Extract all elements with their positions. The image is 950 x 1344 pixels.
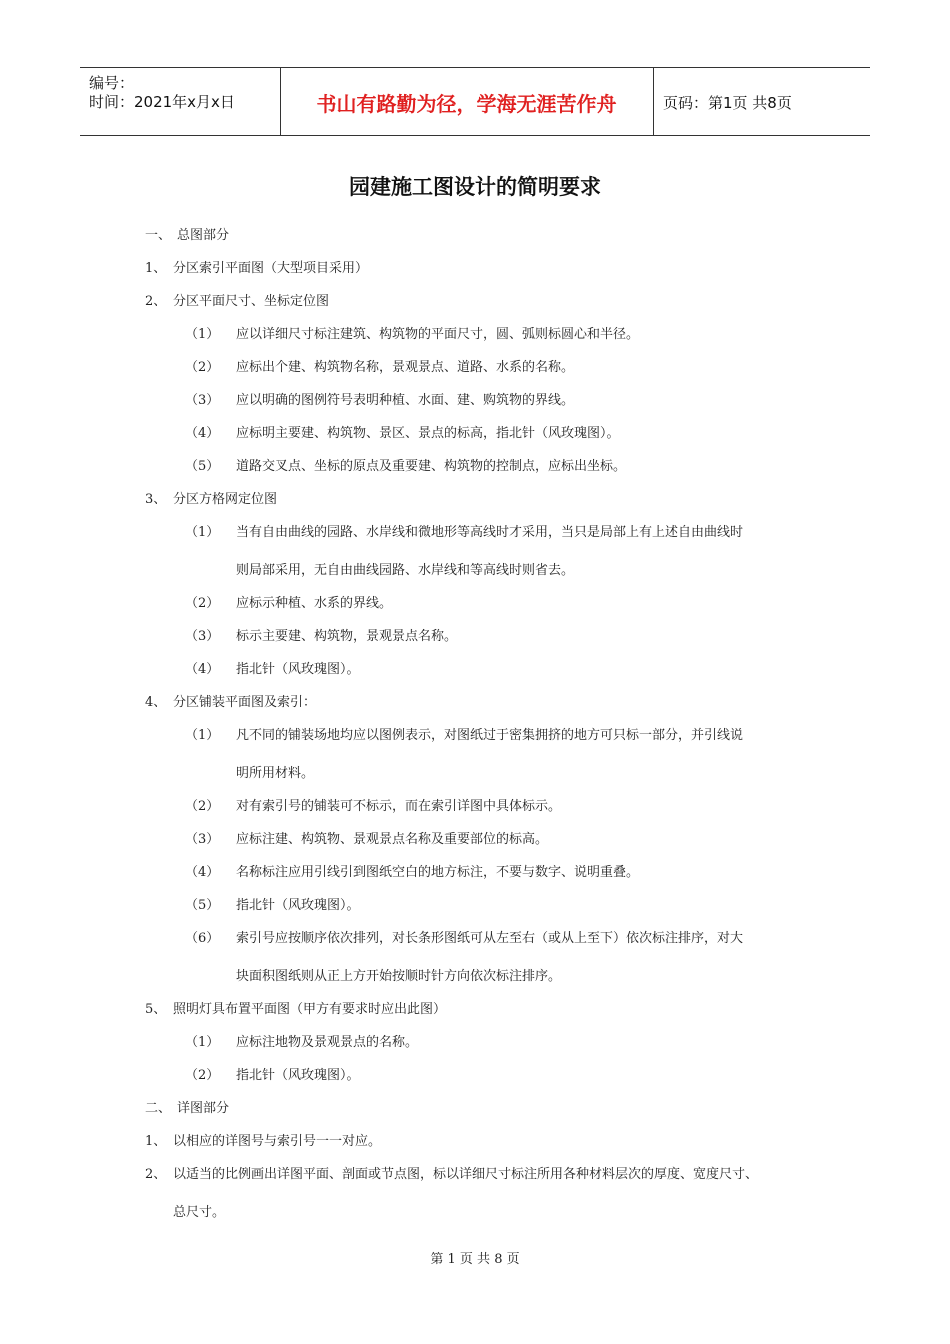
item-text: 照明灯具布置平面图（甲方有要求时应出此图）: [173, 1002, 447, 1017]
item-text: 块面积图纸则从正上方开始按顺时针方向依次标注排序。: [236, 969, 562, 984]
item-text: 应以明确的图例符号表明种植、水面、建、购筑物的界线。: [236, 393, 575, 408]
item-number: （5）: [185, 459, 220, 474]
item-number: 1、: [145, 261, 167, 276]
item-number: （6）: [185, 931, 220, 946]
item-number: 二、: [145, 1101, 172, 1116]
item-number: （3）: [185, 629, 220, 644]
header-page-info: 页码：第1页 共8页: [663, 94, 792, 112]
item-number: （4）: [185, 426, 220, 441]
item-number: 2、: [145, 294, 167, 309]
item-text: 分区方格网定位图: [173, 492, 278, 507]
item-text: 指北针（风玫瑰图）。: [236, 898, 360, 913]
item-number: （1）: [185, 728, 220, 743]
item-text: 以适当的比例画出详图平面、剖面或节点图，标以详细尺寸标注所用各种材料层次的厚度、宽度尺寸、: [173, 1167, 759, 1182]
item-number: （5）: [185, 898, 220, 913]
item-text: 则局部采用，无自由曲线园路、水岸线和等高线时则省去。: [236, 563, 575, 578]
item-text: 索引号应按顺序依次排列，对长条形图纸可从左至右（或从上至下）依次标注排序，对大: [236, 931, 744, 946]
document-code-label: 编号：: [89, 74, 135, 92]
item-number: 3、: [145, 492, 167, 507]
item-text: 道路交叉点、坐标的原点及重要建、构筑物的控制点，应标出坐标。: [236, 459, 627, 474]
item-text: 以相应的详图号与索引号一一对应。: [173, 1134, 382, 1149]
item-number: 4、: [145, 695, 167, 710]
item-text: 当有自由曲线的园路、水岸线和微地形等高线时才采用，当只是局部上有上述自由曲线时: [236, 525, 744, 540]
item-number: 2、: [145, 1167, 167, 1182]
item-text: 应标示种植、水系的界线。: [236, 596, 393, 611]
item-number: （3）: [185, 832, 220, 847]
header-middle-cell: [280, 68, 654, 135]
item-text: 分区铺装平面图及索引：: [173, 695, 317, 710]
item-number: 1、: [145, 1134, 167, 1149]
page-footer: 第 1 页 共 8 页: [430, 1252, 520, 1267]
item-text: 应标出个建、构筑物名称，景观景点、道路、水系的名称。: [236, 360, 575, 375]
item-number: （1）: [185, 327, 220, 342]
item-number: （2）: [185, 360, 220, 375]
item-text: 分区平面尺寸、坐标定位图: [173, 294, 330, 309]
item-number: （2）: [185, 1068, 220, 1083]
item-number: （1）: [185, 1035, 220, 1050]
item-text: 应以详细尺寸标注建筑、构筑物的平面尺寸，圆、弧则标圆心和半径。: [236, 327, 640, 342]
header-right-cell: [653, 68, 870, 135]
item-number: （2）: [185, 799, 220, 814]
item-text: 应标注建、构筑物、景观景点名称及重要部位的标高。: [236, 832, 549, 847]
item-text: 分区索引平面图（大型项目采用）: [173, 261, 369, 276]
item-text: 凡不同的铺装场地均应以图例表示，对图纸过于密集拥挤的地方可只标一部分，并引线说: [236, 728, 744, 743]
item-text: 总尺寸。: [173, 1205, 226, 1220]
item-number: 一、: [145, 228, 172, 243]
header-left-cell: [80, 68, 281, 135]
item-number: （1）: [185, 525, 220, 540]
item-text: 指北针（风玫瑰图）。: [236, 1068, 360, 1083]
item-number: （4）: [185, 865, 220, 880]
item-text: 标示主要建、构筑物，景观景点名称。: [236, 629, 458, 644]
document-time-label: 时间：2021年x月x日: [89, 93, 235, 111]
item-number: （2）: [185, 596, 220, 611]
item-number: （3）: [185, 393, 220, 408]
item-text: 总图部分: [177, 228, 230, 243]
motto-text: 书山有路勤为径，学海无涯苦作舟: [316, 92, 617, 116]
item-text: 应标明主要建、构筑物、景区、景点的标高，指北针（风玫瑰图）。: [236, 426, 620, 441]
item-text: 应标注地物及景观景点的名称。: [236, 1035, 419, 1050]
document-title: 园建施工图设计的简明要求: [349, 175, 601, 199]
item-number: （4）: [185, 662, 220, 677]
item-text: 详图部分: [177, 1101, 230, 1116]
item-text: 对有索引号的铺装可不标示，而在索引详图中具体标示。: [236, 799, 562, 814]
item-text: 明所用材料。: [236, 766, 315, 781]
item-text: 名称标注应用引线引到图纸空白的地方标注，不要与数字、说明重叠。: [236, 865, 640, 880]
item-text: 指北针（风玫瑰图）。: [236, 662, 360, 677]
document-header: [80, 67, 870, 136]
item-number: 5、: [145, 1002, 167, 1017]
